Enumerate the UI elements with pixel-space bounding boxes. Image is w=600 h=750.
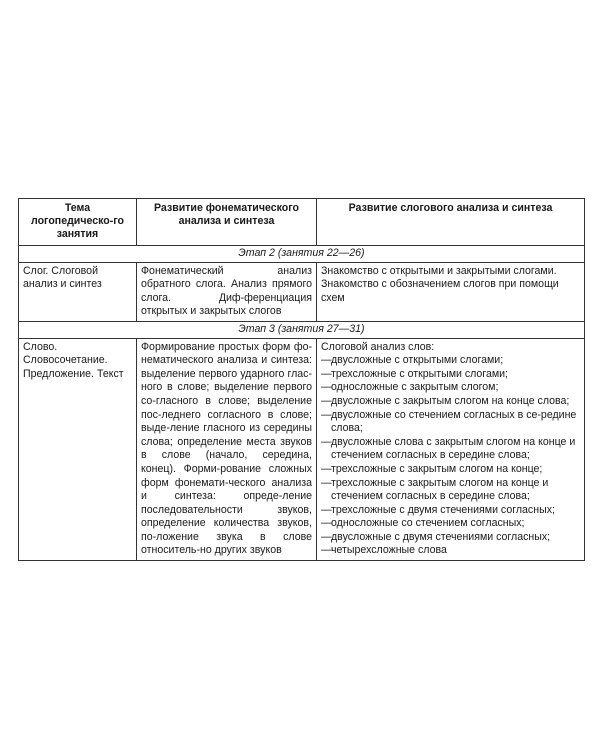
- stage-2-label: Этап 2 (занятия 22—26): [19, 246, 585, 263]
- stage-3-topic: Слово. Словосочетание. Предложение. Текст: [19, 338, 137, 561]
- list-item-text: двусложные слова с закрытым слогом на конце и стечением согласных в середине слова;: [331, 435, 576, 462]
- header-syllabic: Развитие слогового анализа и синтеза: [317, 199, 585, 246]
- dash-marker: —: [321, 476, 332, 489]
- list-item-text: четырехсложные слова: [331, 544, 447, 557]
- stage-3-row: [19, 321, 585, 338]
- list-item: [321, 531, 580, 545]
- list-item: [321, 477, 580, 504]
- list-item: [321, 381, 580, 395]
- dash-marker: —: [321, 517, 332, 530]
- syllabic-list: [321, 354, 580, 558]
- dash-marker: —: [321, 530, 332, 543]
- dash-marker: —: [321, 435, 332, 448]
- list-item-text: двусложные с двумя стечениями согласных;: [331, 530, 551, 543]
- list-item: [321, 517, 580, 531]
- dash-marker: —: [321, 354, 332, 367]
- stage-2-topic: Слог. Слоговой анализ и синтез: [19, 262, 137, 321]
- stage-3-label: Этап 3 (занятия 27—31): [19, 321, 585, 338]
- list-item-text: двусложные со стечением согласных в се-редине слова;: [331, 408, 577, 435]
- header-phonemic: Развитие фонематического анализа и синтеза: [137, 199, 317, 246]
- lesson-plan-table: [18, 198, 585, 561]
- dash-marker: —: [321, 367, 332, 380]
- stage-2-row: [19, 246, 585, 263]
- document-page: [18, 198, 584, 561]
- list-item: [321, 354, 580, 368]
- list-item-text: двусложные с закрытым слогом на конце слова;: [331, 394, 570, 407]
- list-item: [321, 368, 580, 382]
- list-item-text: односложные со стечением согласных;: [331, 517, 525, 530]
- list-item: [321, 544, 580, 558]
- list-item: [321, 395, 580, 409]
- dash-marker: —: [321, 408, 332, 421]
- list-item: [321, 409, 580, 436]
- stage-2-syllabic: Знакомство с открытыми и закрытыми слогами. Знакомство с обозначением слогов при помощи схем: [317, 262, 585, 321]
- table-row: [19, 338, 585, 561]
- stage-3-syllabic: [317, 338, 585, 561]
- stage-2-phonemic: Фонематический анализ обратного слога. Анализ прямого слога. Диф-ференциация открытых и закрытых слогов: [137, 262, 317, 321]
- list-item: [321, 436, 580, 463]
- dash-marker: —: [321, 544, 332, 557]
- list-item-text: односложные с закрытым слогом;: [331, 381, 499, 394]
- dash-marker: —: [321, 503, 332, 516]
- header-topic: Тема логопедическо-го занятия: [19, 199, 137, 246]
- stage-3-phonemic: Формирование простых форм фо-нематического анализа и синтеза: выделение первого ударного глас-ного в слове; выделение первого со-гласного в слове; выделение пос-леднего согласного в слове; выде-ление гласного из середины слова; определение места звуков в слове (начало, середина, конец). Форми-рование сложных форм фонемати-ческого анализа и синтеза: опреде-ление последовательности звуков, определение количества звуков, по-ложение звука в слове относитель-но других звуков: [137, 338, 317, 561]
- syllabic-intro: Слоговой анализ слов:: [321, 340, 435, 353]
- dash-marker: —: [321, 394, 332, 407]
- list-item: [321, 504, 580, 518]
- header-row: [19, 199, 585, 246]
- table-row: [19, 262, 585, 321]
- list-item-text: трехсложные с закрытым слогом на конце;: [331, 462, 543, 475]
- list-item-text: трехсложные с открытыми слогами;: [331, 367, 508, 380]
- list-item-text: трехсложные с двумя стечениями согласных;: [331, 503, 555, 516]
- list-item-text: двусложные с открытыми слогами;: [331, 354, 504, 367]
- dash-marker: —: [321, 381, 332, 394]
- list-item: [321, 463, 580, 477]
- list-item-text: трехсложные с закрытым слогом на конце и стечением согласных в середине слова;: [331, 476, 549, 503]
- dash-marker: —: [321, 462, 332, 475]
